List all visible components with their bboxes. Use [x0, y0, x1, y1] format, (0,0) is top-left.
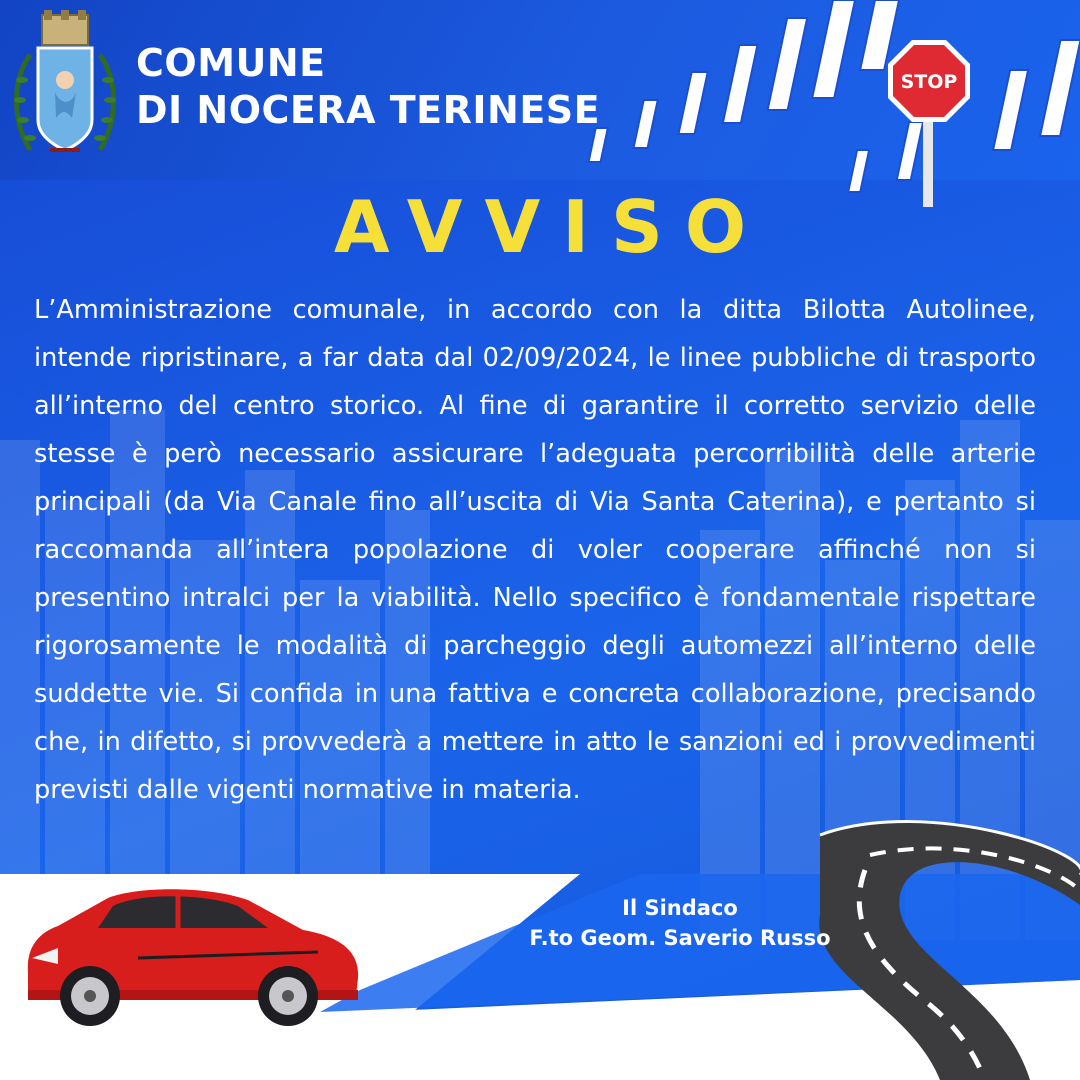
red-car-icon	[18, 878, 368, 1028]
road-marking-stripes-icon	[585, 0, 1080, 205]
title-line-1: COMUNE	[136, 41, 326, 85]
signature-block	[470, 893, 890, 953]
municipal-crest-icon	[10, 10, 120, 170]
signature-role: Il Sindaco	[622, 896, 738, 920]
stop-sign-text: STOP	[900, 71, 958, 93]
municipality-title	[136, 40, 600, 134]
notice-body: L’Amministrazione comunale, in accordo con la ditta Bilotta Autolinee, intende ripristinare, a far data dal 02/09/2024, le linee pubbliche di trasporto all’interno del centro storico. Al fine di garantire il corretto servizio delle stesse è però necessario assicurare l’adeguata percorribilità delle arterie principali (da Via Canale fino all’uscita di Via Santa Caterina), e pertanto si raccomanda all’intera popolazione di voler cooperare affinché non si presentino intralci per la viabilità. Nello specifico è fondamentale rispettare rigorosamente le modalità di parcheggio degli automezzi all’interno delle suddette vie. Si confida in una fattiva e concreta collaborazione, precisando che, in difetto, si provvederà a mettere in atto le sanzioni ed i provvedimenti previsti dalle vigenti normative in materia.	[34, 295, 1036, 805]
title-line-2: DI NOCERA TERINESE	[136, 88, 601, 132]
notice-heading: AVVISO	[333, 185, 769, 269]
stop-sign-icon	[885, 35, 975, 210]
signature-name: F.to Geom. Saverio Russo	[529, 926, 831, 950]
